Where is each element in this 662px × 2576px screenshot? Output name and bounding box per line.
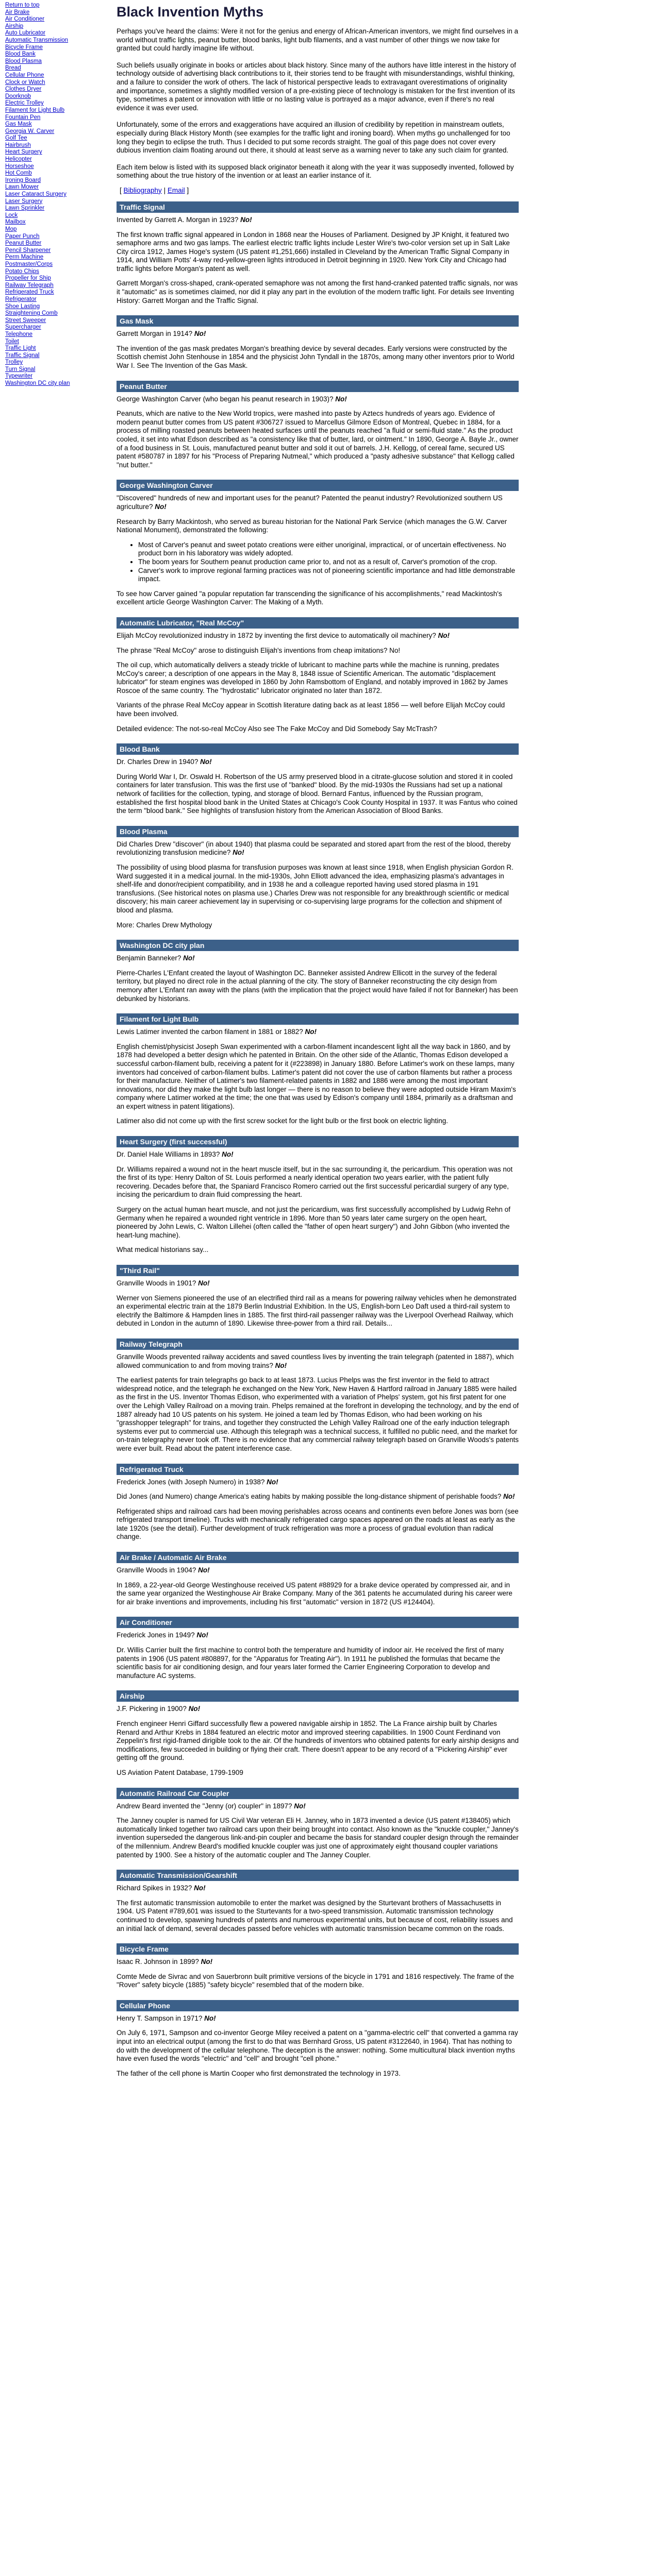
section-title: Blood Plasma bbox=[117, 826, 519, 837]
section-claim bbox=[117, 954, 519, 963]
section-claim bbox=[117, 1705, 519, 1714]
claim-text: Elijah McCoy revolutionized industry in 1872 by inventing the first device to automatically oil machinery? bbox=[117, 631, 438, 639]
invention-section bbox=[117, 1552, 519, 1606]
sidebar-link[interactable]: Railway Telegraph bbox=[5, 282, 54, 289]
invention-section bbox=[117, 201, 519, 305]
sidebar-link[interactable]: Heart Surgery bbox=[5, 149, 42, 156]
sidebar-link[interactable]: Georgia W. Carver bbox=[5, 128, 55, 134]
section-title: George Washington Carver bbox=[117, 480, 519, 491]
section-paragraph: Dr. Williams repaired a wound not in the heart muscle itself, but in the sac surrounding it, the pericardium. This operation was not the first of its type: Henry Dalton of St. Louis performed a nearly identical operation two years earlier, with the patient fully recovering. Decades before that, the Spaniard Francisco Romero carried out the first successful pericardial surgery of any type, incising the pericardium to drain fluid compressing the heart. bbox=[117, 1165, 513, 1199]
verdict-label: No! bbox=[438, 631, 450, 639]
section-paragraph: French engineer Henri Giffard successfully flew a powered navigable airship in 1852. The La France airship built by Charles Renard and Arthur Krebs in 1884 featured an electric motor and improved steering capabilities. In 1900 Count Ferdinand von Zeppelin's first rigid-framed dirigible took to the air. Of the hundreds of inventors who obtained patents for early airship designs and modifications, few succeeded in building or flying their craft. There doesn't appear to be any record of a "Pickering Airship" ever getting off the ground. bbox=[117, 1720, 519, 1762]
sidebar-link[interactable]: Telephone bbox=[5, 331, 33, 337]
sidebar-link[interactable]: Bread bbox=[5, 65, 21, 72]
section-claim bbox=[117, 1493, 519, 1501]
section-claim bbox=[117, 216, 519, 225]
verdict-label: No! bbox=[198, 1566, 210, 1574]
invention-section bbox=[117, 1690, 519, 1777]
sidebar-link[interactable]: Lawn Mower bbox=[5, 184, 39, 191]
section-claim bbox=[117, 1279, 519, 1288]
list-item: • The boom years for Southern peanut production came prior to, and not as a result of, Carver's promotion of the crop. bbox=[138, 558, 519, 567]
verdict-label: No! bbox=[196, 1631, 208, 1639]
section-claim bbox=[117, 1802, 519, 1811]
sidebar-link[interactable]: Filament for Light Bulb bbox=[5, 107, 65, 113]
claim-text: Granville Woods in 1904? bbox=[117, 1566, 198, 1574]
section-paragraph: Dr. Willis Carrier built the first machine to control both the temperature and humidity of indoor air. He received the first of many patents in 1906 (US patent #808897, for the "Apparatus for Treating Air"). In 1911 he published the formulas that became the scientific basis for air conditioning design, and four years later formed the Carrier Engineering Corporation to develop and manufacture AC systems. bbox=[117, 1646, 504, 1680]
section-claim bbox=[117, 840, 519, 857]
sidebar-link[interactable]: Lawn Sprinkler bbox=[5, 205, 45, 212]
verdict-label: No! bbox=[294, 1802, 306, 1810]
section-claim bbox=[117, 1631, 519, 1640]
section-paragraph: Werner von Siemens pioneered the use of an electrified third rail as a means for powering railway vehicles when he demonstrated an experimental electric train at the 1879 Berlin Industrial Exhibition. In the US, English-born Leo Daft used a third-rail system to electrify the Baltimore & Hampden lines in 1885. The first third-rail passenger railway was the Liverpool Overhead Railway, which debuted in London in the autumn of 1890. Likewise three-power from a third rail. Details... bbox=[117, 1294, 517, 1328]
sidebar-link[interactable]: Pencil Sharpener bbox=[5, 247, 51, 253]
section-title: Heart Surgery (first successful) bbox=[117, 1136, 519, 1147]
verdict-label: No! bbox=[155, 502, 167, 511]
section-title: Automatic Transmission/Gearshift bbox=[117, 1870, 519, 1881]
invention-section bbox=[117, 1136, 519, 1255]
section-paragraph: In 1869, a 22-year-old George Westinghouse received US patent #88929 for a brake device operated by compressed air, and in the same year organized the Westinghouse Air Brake Company. Many of the 361 patents he accumulated during his career were for air brake inventions and improvements, including his first "automatic" version in 1872 (US #124404). bbox=[117, 1581, 512, 1606]
sidebar-nav bbox=[0, 0, 103, 387]
sidebar-link[interactable]: Laser Surgery bbox=[5, 198, 43, 205]
section-paragraph: On July 6, 1971, Sampson and co-inventor George Miley received a patent on a "gamma-electric cell" that converted a gamma ray input into an electrical output (among the first to do that was Bernhard Gross, US patent #3122640, in 1964). That has nothing to do with the development of the cellular telephone. The deception is the answer: nothing. Some multicultural black invention myths have even fused the words "electric" and "cell" and brought "cell phone." bbox=[117, 2029, 518, 2063]
section-paragraph: The earliest patents for train telegraphs go back to at least 1873. Lucius Phelps was the first inventor in the field to attract widespread notice, and the telegraph he exchanged on the New York, New Haven & Hartford railroad in January 1885 were hailed as the first in the US. Inventor Thomas Edison, who experimented with a variation of Phelps' system, got his first patent for one over the Lehigh Valley Railroad on a moving train. Phelps remained at the forefront in developing the technology, and by the end of 1887 already had 10 US patents on his system. He joined a team led by Thomas Edison, who had been working on his "grasshopper telegraph" for trains, and together they constructed the Lehigh Valley Railroad one of the early induction telegraph systems ever put to commercial use. Although this telegraph was a technical success, it fulfilled no public need, and the market for on-train telegraphy never took off. There is no evidence that any commercial railway telegraph based on Granville Woods's patents were ever built. Read about the patent interference case. bbox=[117, 1376, 519, 1452]
sidebar-link[interactable]: Supercharger bbox=[5, 324, 41, 331]
page-title: Black Invention Myths bbox=[117, 4, 264, 20]
section-title: Refrigerated Truck bbox=[117, 1464, 519, 1475]
invention-section bbox=[117, 1943, 519, 1990]
invention-section bbox=[117, 381, 519, 470]
section-paragraph: Garrett Morgan's cross-shaped, crank-operated semaphore was not among the first hand-cranked patented traffic signals, nor was it "automatic" as is sometimes claimed, nor did it play any part in the evolution of the modern traffic light. For details see Inventing History: Garrett Morgan and the Traffic Signal. bbox=[117, 279, 518, 304]
verdict-label: No! bbox=[233, 849, 244, 857]
sidebar-link[interactable]: Hot Comb bbox=[5, 170, 32, 177]
section-claim bbox=[117, 395, 519, 404]
section-paragraph: English chemist/physicist Joseph Swan experimented with a carbon-filament incandescent light all the way back in 1860, and by 1878 had developed a better design which he patented in Britain. On the other side of the Atlantic, Thomas Edison developed a successful carbon-filament bulb, receiving a patent for it (#223898) in January 1880. Before Latimer's work on these lamps, many inventors had conceived of carbon-filament bulbs. Latimer's patent did not cover the use of carbon filaments but rather a process for their manufacture. Neither of Latimer's two filament-related patents in 1882 and 1886 were among the most important innovations, nor did they make the light bulb last longer — there is no reason to believe they were adopted outside Hiram Maxim's company where Latimer worked at the time; the one that was used by Edison's company until 1884, primarily as a draftsman and an expert witness in patent litigations). bbox=[117, 1042, 516, 1110]
claim-text: Did Jones (and Numero) change America's eating habits by making possible the long-distance shipment of perishable foods? bbox=[117, 1493, 504, 1501]
section-paragraph: Comte Mede de Sivrac and von Sauerbronn built primitive versions of the bicycle in 1791 and 1816 respectively. The frame of the "Rover" safety bicycle (1885) "safety bicycle" resembled that of the modern bike. bbox=[117, 1972, 514, 1989]
claim-text: Lewis Latimer invented the carbon filament in 1881 or 1882? bbox=[117, 1028, 305, 1036]
section-paragraph: The invention of the gas mask predates Morgan's breathing device by several decades. Early versions were constructed by the Scottish chemist John Stenhouse in 1854 and the physicist John Tyndall in the 1870s, among many other inventors prior to World War I. See The Invention of the Gas Mask. bbox=[117, 344, 515, 370]
invention-section bbox=[117, 826, 519, 929]
invention-section bbox=[117, 480, 519, 607]
verdict-label: No! bbox=[240, 215, 252, 224]
verdict-label: No! bbox=[305, 1028, 317, 1036]
section-claim bbox=[117, 2014, 519, 2023]
sidebar-link[interactable]: Toilet bbox=[5, 338, 19, 345]
list-item: • Carver's work to improve regional farming practices was not of pioneering scientific importance and had little demonstrable impact. bbox=[138, 567, 519, 584]
section-title: Airship bbox=[117, 1690, 519, 1702]
section-paragraph: Refrigerated ships and railroad cars had been moving perishables across oceans and continents even before Jones was born (see refrigerated transport timeline). Trucks with mechanically refrigerated cargo spaces appeared on the roads at least as early as the late 1920s (see the detail). Further development of truck refrigeration was more a process of gradual evolution than radical change. bbox=[117, 1507, 519, 1541]
section-paragraph: Peanuts, which are native to the New World tropics, were mashed into paste by Aztecs hundreds of years ago. Evidence of modern peanut butter comes from US patent #306727 issued to Marcellus Gilmore Edson of Montreal, Quebec in 1884, for a process of milling roasted peanuts between heated surfaces until the peanuts reached "a fluid or semi-fluid state." As the product cooled, it set into what Edson described as "a consistency like that of butter, lard, or ointment." In 1890, George A. Bayle Jr., owner of a food business in St. Louis, manufactured peanut butter and sold it out of barrels. J.H. Kellogg, of cereal fame, secured US patent #580787 in 1897 for his "Process of Preparing Nutmeal," which produced a "pasty adhesive substance" that Kellogg called "nut butter." bbox=[117, 410, 519, 469]
section-claim bbox=[117, 1028, 519, 1037]
verdict-label: No! bbox=[194, 1884, 206, 1892]
sidebar-link[interactable]: Bicycle Frame bbox=[5, 44, 43, 50]
section-paragraph: The phrase "Real McCoy" arose to distinguish Elijah's inventions from cheap imitations? No! bbox=[117, 646, 401, 654]
sidebar-link[interactable]: Shoe Lasting bbox=[5, 303, 40, 310]
section-paragraph: The father of the cell phone is Martin Cooper who first demonstrated the technology in 1973. bbox=[117, 2069, 401, 2077]
sidebar-link[interactable]: Typewriter bbox=[5, 373, 33, 380]
section-paragraph: Pierre-Charles L'Enfant created the layout of Washington DC. Banneker assisted Andrew Ellicott in the survey of the federal territory, but played no direct role in the actual planning of the city. The story of Banneker reconstructing the city design from memory after L'Enfant ran away with the plans (with the implication that the project would have failed if not for Banneker) has been debunked by historians. bbox=[117, 969, 518, 1003]
section-claim bbox=[117, 330, 519, 338]
claim-text: Garrett Morgan in 1914? bbox=[117, 330, 194, 338]
section-paragraph: Surgery on the actual human heart muscle, and not just the pericardium, was first successfully accomplished by Ludwig Rehn of Germany when he repaired a wounded right ventricle in 1896. More than 50 years later came surgery on the open heart, pioneered by John Lewis, C. Walton Lillehei (often called the "father of open heart surgery") and John Gibbon (who invented the heart-lung machine). bbox=[117, 1206, 510, 1239]
section-claim bbox=[117, 1884, 519, 1893]
section-list bbox=[117, 541, 519, 584]
section-paragraph: More: Charles Drew Mythology bbox=[117, 921, 212, 929]
section-paragraph: Research by Barry Mackintosh, who served as bureau historian for the National Park Service (which manages the G.W. Carver National Monument), demonstrated the following: bbox=[117, 517, 507, 534]
sidebar-link[interactable]: Washington DC city plan bbox=[5, 380, 70, 387]
sidebar-link[interactable]: Ironing Board bbox=[5, 177, 41, 183]
sidebar-link[interactable]: Trolley bbox=[5, 359, 23, 366]
invention-section bbox=[117, 1265, 519, 1328]
verdict-label: No! bbox=[201, 1958, 213, 1966]
section-claim bbox=[117, 632, 519, 640]
verdict-label: No! bbox=[194, 330, 206, 338]
section-claim bbox=[117, 494, 519, 511]
intro-paragraph: Unfortunately, some of the errors and exaggerations have acquired an illusion of credibility by repetition in mainstream outlets, especially during Black History Month (see examples for the traffic light and ironing board). When myths go unchallenged for too long they begin to eclipse the truth. Thus I decided to put some records straight. The goal of this page does not cover every dubious invention claim floating around out there, it should at least serve as a warning never to take any such claim for granted. bbox=[117, 121, 510, 155]
section-paragraph: The Janney coupler is named for US Civil War veteran Eli H. Janney, who in 1873 invented a device (US patent #138405) which automatically linked together two railroad cars upon their being brought into contact. Also known as the "knuckle coupler," Janney's invention superseded the dangerous link-and-pin coupler and became the basis for standard coupler design through the remainder of the millennium. Andrew Beard's modified knuckle coupler was just one of approximately eight thousand coupler variations patented by 1900. See a history of the automatic coupler and The Janney Coupler. bbox=[117, 1817, 519, 1859]
section-title: Washington DC city plan bbox=[117, 940, 519, 951]
claim-text: Henry T. Sampson in 1971? bbox=[117, 2014, 205, 2022]
claim-text: Did Charles Drew "discover" (in about 1940) that plasma could be separated and stored apart from the rest of the blood, thereby revolutionizing transfusion medicine? bbox=[117, 840, 511, 857]
sidebar-link[interactable]: Cellular Phone bbox=[5, 72, 44, 78]
list-item: • Most of Carver's peanut and sweet potato creations were either unoriginal, impractical, or of uncertain effectiveness. No product born in his laboratory was widely adopted. bbox=[138, 541, 519, 558]
section-paragraph: The oil cup, which automatically delivers a steady trickle of lubricant to machine parts while the machine is running, predates McCoy's career; a description of one appears in the May 8, 1848 issue of Scientific American. The automatic "displacement lubricator" for steam engines was developed in 1860 by John Ramsbottom of England, and notably improved in 1862 by James Roscoe of the same country. The "hydrostatic" lubricator originated no later than 1872. bbox=[117, 661, 508, 694]
sidebar-link[interactable]: Clothes Dryer bbox=[5, 86, 42, 93]
verdict-label: No! bbox=[188, 1705, 201, 1713]
main-content bbox=[117, 0, 519, 2088]
sidebar-link[interactable]: Traffic Signal bbox=[5, 352, 40, 359]
sidebar-link[interactable]: Blood Bank bbox=[5, 51, 36, 58]
sidebar-link[interactable]: Doorknob bbox=[5, 93, 31, 99]
claim-text: Granville Woods prevented railway accidents and saved countless lives by inventing the train telegraph (patented in 1887), which allowed communication to and from moving trains? bbox=[117, 1352, 514, 1369]
invention-section bbox=[117, 315, 519, 370]
sidebar-link[interactable]: Paper Punch bbox=[5, 233, 40, 240]
invention-section bbox=[117, 743, 519, 816]
sidebar-link[interactable]: Perm Machine bbox=[5, 254, 44, 261]
sidebar-link[interactable]: Traffic Light bbox=[5, 345, 36, 352]
sidebar-link[interactable]: Auto Lubricator bbox=[5, 30, 45, 37]
section-title: Traffic Signal bbox=[117, 201, 519, 213]
claim-text: "Discovered" hundreds of new and important uses for the peanut? Patented the peanut industry? Revolutionized southern US agriculture? bbox=[117, 494, 503, 511]
claim-text: Andrew Beard invented the "Jenny (or) coupler" in 1897? bbox=[117, 1802, 294, 1810]
sidebar-link[interactable]: Airship bbox=[5, 23, 24, 29]
invention-section bbox=[117, 1617, 519, 1680]
section-paragraph: US Aviation Patent Database, 1799-1909 bbox=[117, 1768, 243, 1776]
sidebar-link[interactable]: Street Sweeper bbox=[5, 317, 46, 324]
sidebar-link[interactable]: Propeller for Ship bbox=[5, 275, 51, 282]
verdict-label: No! bbox=[222, 1150, 234, 1159]
claim-text: Dr. Daniel Hale Williams in 1893? bbox=[117, 1150, 222, 1159]
sidebar-link[interactable]: Turn Signal bbox=[5, 366, 36, 372]
section-claim bbox=[117, 1353, 519, 1370]
section-claim bbox=[117, 1150, 519, 1159]
section-title: Automatic Lubricator, "Real McCoy" bbox=[117, 617, 519, 629]
section-title: Automatic Railroad Car Coupler bbox=[117, 1788, 519, 1799]
sidebar-link[interactable]: Helicopter bbox=[5, 156, 32, 163]
section-paragraph: During World War I, Dr. Oswald H. Robertson of the US army preserved blood in a citrate-glucose solution and stored it in cooled containers for later transfusion. This was the first use of "banked" blood. By the mid-1930s the Russians had set up a national network of facilities for the collection, typing, and storage of blood. Bernard Fantus, influenced by the Russian program, established the first hospital blood bank in the United States at Chicago's Cook County Hospital in 1937. It was Fantus who coined the term "blood bank." See highlights of transfusion history from the American Association of Blood Banks. bbox=[117, 772, 518, 815]
sidebar-link[interactable]: Golf Tee bbox=[5, 135, 27, 142]
invention-section bbox=[117, 1788, 519, 1860]
section-title: Blood Bank bbox=[117, 743, 519, 755]
sidebar-link[interactable]: Hairbrush bbox=[5, 142, 31, 148]
claim-text: Frederick Jones in 1949? bbox=[117, 1631, 197, 1639]
sidebar-link[interactable]: Mailbox bbox=[5, 219, 26, 226]
section-title: Filament for Light Bulb bbox=[117, 1013, 519, 1025]
verdict-label: No! bbox=[503, 1493, 515, 1501]
claim-text: George Washington Carver (who began his peanut research in 1903)? bbox=[117, 395, 336, 403]
section-title: Bicycle Frame bbox=[117, 1943, 519, 1955]
sidebar-link[interactable]: Horseshoe bbox=[5, 163, 34, 170]
sidebar-link[interactable]: Mop bbox=[5, 226, 17, 232]
sidebar-link[interactable]: Peanut Butter bbox=[5, 240, 42, 247]
claim-text: Invented by Garrett A. Morgan in 1923? bbox=[117, 215, 241, 224]
section-paragraph: Detailed evidence: The not-so-real McCoy Also see The Fake McCoy and Did Somebody Say McTrash? bbox=[117, 724, 437, 733]
section-paragraph: What medical historians say... bbox=[117, 1246, 209, 1254]
sidebar-link[interactable]: Lock bbox=[5, 212, 18, 218]
section-title: "Third Rail" bbox=[117, 1265, 519, 1276]
section-paragraph: Latimer also did not come up with the first screw socket for the light bulb or the first book on electric lighting. bbox=[117, 1117, 449, 1125]
invention-section bbox=[117, 1870, 519, 1933]
section-paragraph: The first known traffic signal appeared in London in 1868 near the Houses of Parliament. Designed by JP Knight, it featured two semaphore arms and two gas lamps. The earliest electric traffic lights include Lester Wire's two-color version set up in Salt Lake City circa 1912, James Hoge's system (US patent #1,251,666) installed in Cleveland by the American Traffic Signal Company in 1914, and William Potts' 4-way red-yellow-green lights introduced in Detroit beginning in 1920. New York City and Chicago had traffic lights before Morgan's patent as well. bbox=[117, 230, 510, 273]
intro-paragraph: Perhaps you've heard the claims: Were it not for the genius and energy of African-American inventors, we might find ourselves in a world without traffic lights, peanut butter, blood banks, light bulb filaments, and a vast number of other things we now take for granted but could hardly imagine life without. bbox=[117, 27, 518, 53]
sidebar-link[interactable]: Air Conditioner bbox=[5, 16, 45, 23]
intro-paragraph: Such beliefs usually originate in books or articles about black history. Since many of the authors have little interest in the history of technology outside of advertising black contributions to it, their stories tend to be fraught with misunderstandings, wishful thinking, and a failure to consider the work of others. The lack of historical perspective leads to extravagant overestimations of originality and importance, sometimes a slightly modified version of a pre-existing piece of technology is mistaken for the first invention of its type, sometimes a patent or innovation with little or no lasting value is portrayed as a major advance, even if there's no real evidence it was ever used. bbox=[117, 61, 516, 112]
section-title: Air Brake / Automatic Air Brake bbox=[117, 1552, 519, 1563]
claim-text: Benjamin Banneker? bbox=[117, 954, 184, 962]
claim-text: Granville Woods in 1901? bbox=[117, 1279, 198, 1287]
sidebar-link[interactable]: Blood Plasma bbox=[5, 58, 42, 64]
section-paragraph: The possibility of using blood plasma for transfusion purposes was known at least since 1918, when English physician Gordon R. Ward suggested it in a medical journal. In the mid-1930s, John Elliott advanced the idea, emphasizing plasma's advantages in shelf-life and donor/recipient compatibility, and in 1938 he and a colleague reported having used stored plasma in 191 transfusions. (See historical notes on plasma use.) Charles Drew was not responsible for any breakthrough scientific or medical discovery; his main career achievement lay in supervising or co-supervising large programs for the collection and shipment of blood and plasma. bbox=[117, 863, 514, 914]
section-claim bbox=[117, 1566, 519, 1575]
section-title: Railway Telegraph bbox=[117, 1338, 519, 1350]
sidebar-link[interactable]: Refrigerator bbox=[5, 296, 37, 302]
section-title: Peanut Butter bbox=[117, 381, 519, 392]
sidebar-link[interactable]: Electric Trolley bbox=[5, 100, 44, 107]
claim-text: Richard Spikes in 1932? bbox=[117, 1884, 194, 1892]
section-claim bbox=[117, 758, 519, 767]
sidebar-link[interactable]: Return to top bbox=[5, 2, 40, 8]
section-title: Air Conditioner bbox=[117, 1617, 519, 1628]
section-title: Cellular Phone bbox=[117, 2000, 519, 2011]
section-paragraph: To see how Carver gained "a popular reputation far transcending the significance of his accomplishments," read Mackintosh's excellent article George Washington Carver: The Making of a Myth. bbox=[117, 589, 502, 606]
email-link[interactable]: Email bbox=[167, 186, 185, 194]
claim-text: Isaac R. Johnson in 1899? bbox=[117, 1958, 201, 1966]
sidebar-link[interactable]: Air Brake bbox=[5, 9, 30, 15]
intro-paragraph: Each item below is listed with its supposed black originator beneath it along with the year it was supposedly invented, followed by something about the true history of the invention or at least an earlier instance of it. bbox=[117, 163, 514, 180]
claim-text: J.F. Pickering in 1900? bbox=[117, 1705, 189, 1713]
verdict-label: No! bbox=[267, 1478, 278, 1486]
invention-section bbox=[117, 1338, 519, 1453]
section-paragraph: The first automatic transmission automobile to enter the market was designed by the Sturtevant brothers of Massachusetts in 1904. US Patent #789,601 was issued to the Sturtevants for a two-speed transmission. Automatic transmission technology continued to develop, spawning hundreds of patents and numerous experimental units, but because of cost, reliability issues and an initial lack of demand, several decades passed before vehicles with automatic transmission became common on the roads. bbox=[117, 1899, 513, 1933]
verdict-label: No! bbox=[198, 1279, 210, 1287]
link-bar: [ Bibliography | Email ] bbox=[120, 186, 189, 194]
claim-text: Dr. Charles Drew in 1940? bbox=[117, 758, 201, 766]
sidebar-link[interactable]: Automatic Transmission bbox=[5, 37, 69, 43]
bibliography-link[interactable]: Bibliography bbox=[123, 186, 162, 194]
invention-section bbox=[117, 940, 519, 1003]
sidebar-link[interactable]: Laser Cataract Surgery bbox=[5, 191, 67, 198]
sidebar-link[interactable]: Gas Mask bbox=[5, 121, 32, 128]
invention-section bbox=[117, 1464, 519, 1542]
sidebar-link[interactable]: Clock or Watch bbox=[5, 79, 45, 86]
section-claim bbox=[117, 1478, 519, 1487]
verdict-label: No! bbox=[275, 1361, 287, 1369]
section-paragraph: Variants of the phrase Real McCoy appear in Scottish literature dating back as at least 1856 — well before Elijah McCoy could have been involved. bbox=[117, 701, 505, 718]
invention-section bbox=[117, 2000, 519, 2078]
section-claim bbox=[117, 1958, 519, 1967]
verdict-label: No! bbox=[335, 395, 347, 403]
sections-list bbox=[117, 201, 519, 2078]
claim-text: Frederick Jones (with Joseph Numero) in 1938? bbox=[117, 1478, 267, 1486]
verdict-label: No! bbox=[183, 954, 195, 962]
sidebar-link[interactable]: Fountain Pen bbox=[5, 114, 41, 121]
invention-section bbox=[117, 1013, 519, 1126]
verdict-label: No! bbox=[204, 2014, 216, 2022]
section-title: Gas Mask bbox=[117, 315, 519, 327]
verdict-label: No! bbox=[200, 758, 212, 766]
sidebar-link[interactable]: Refrigerated Truck bbox=[5, 289, 54, 296]
invention-section bbox=[117, 617, 519, 733]
sidebar-link[interactable]: Potato Chips bbox=[5, 268, 39, 275]
sidebar-link[interactable]: Straightening Comb bbox=[5, 310, 58, 317]
intro bbox=[117, 27, 519, 180]
sidebar-link[interactable]: Postmaster/Corps bbox=[5, 261, 53, 267]
